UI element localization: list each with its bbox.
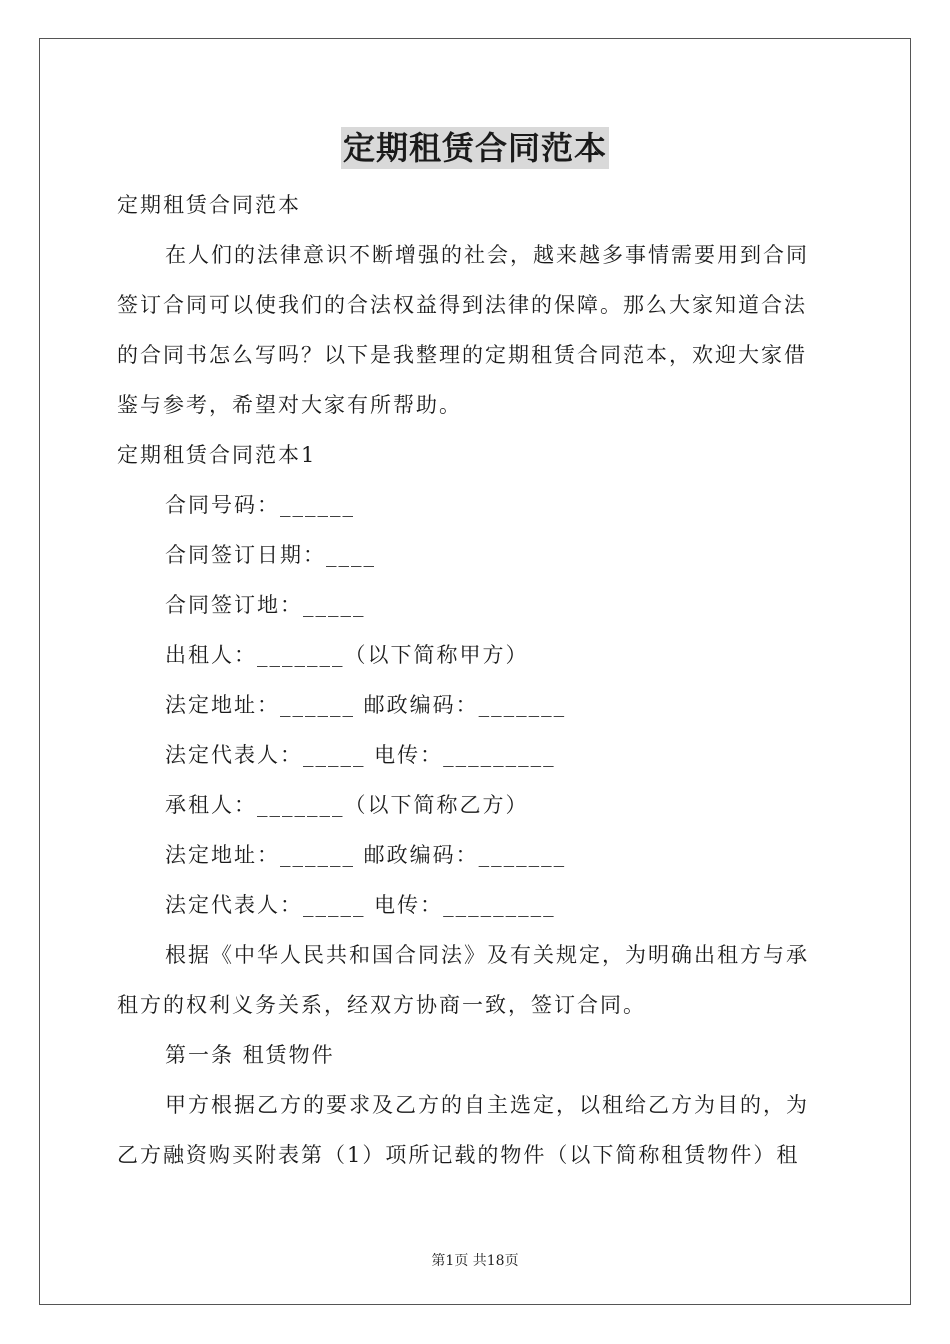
- sign-place-field: 合同签订地：_____: [165, 593, 366, 617]
- basis-line-2: 租方的权利义务关系，经双方协商一致，签订合同。: [117, 993, 646, 1017]
- article-one-line-2: 乙方融资购买附表第（1）项所记载的物件（以下简称租赁物件）租: [117, 1143, 800, 1167]
- page-footer: 第1页 共18页: [431, 1253, 519, 1269]
- lessor-field: 出租人：_______（以下简称甲方）: [165, 643, 529, 667]
- lessee-field: 承租人：_______（以下简称乙方）: [165, 793, 529, 817]
- basis-line-1: 根据《中华人民共和国合同法》及有关规定，为明确出租方与承: [165, 943, 809, 967]
- lessor-representative-field: 法定代表人：_____ 电传：_________: [165, 743, 556, 767]
- intro-line-4: 鉴与参考，希望对大家有所帮助。: [117, 393, 462, 417]
- subtitle-line: 定期租赁合同范本: [117, 193, 301, 217]
- contract-number-field: 合同号码：______: [165, 493, 355, 517]
- section-heading: 定期租赁合同范本1: [117, 443, 317, 467]
- article-one-heading: 第一条 租赁物件: [165, 1043, 335, 1067]
- intro-line-2: 签订合同可以使我们的合法权益得到法律的保障。那么大家知道合法: [117, 293, 807, 317]
- intro-line-3: 的合同书怎么写吗？以下是我整理的定期租赁合同范本，欢迎大家借: [117, 343, 807, 367]
- intro-line-1: 在人们的法律意识不断增强的社会，越来越多事情需要用到合同: [165, 243, 809, 267]
- lessee-representative-field: 法定代表人：_____ 电传：_________: [165, 893, 556, 917]
- title-container: [0, 127, 950, 169]
- document-title: 定期租赁合同范本: [342, 129, 607, 167]
- sign-date-field: 合同签订日期：____: [165, 543, 376, 567]
- article-one-line-1: 甲方根据乙方的要求及乙方的自主选定，以租给乙方为目的，为: [165, 1093, 809, 1117]
- lessee-address-field: 法定地址：______ 邮政编码：_______: [165, 843, 567, 867]
- lessor-address-field: 法定地址：______ 邮政编码：_______: [165, 693, 567, 717]
- document-body: [117, 180, 837, 1180]
